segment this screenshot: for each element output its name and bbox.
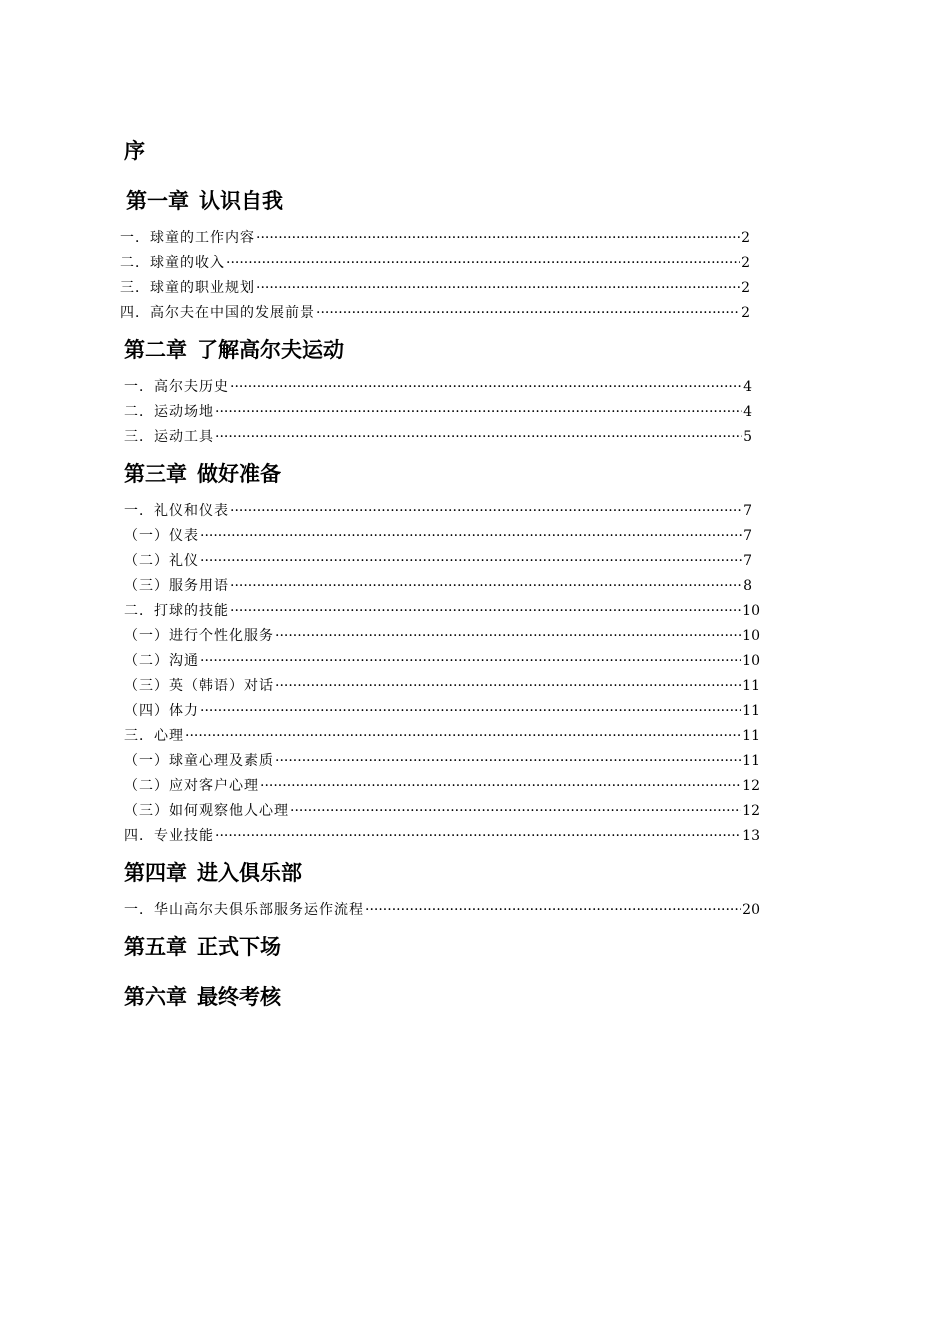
- toc-entry-page: 7: [743, 528, 752, 544]
- toc-entry-page: 4: [743, 404, 752, 420]
- chapter-heading-4: [124, 861, 302, 885]
- toc-entry-label: 三．运动工具: [124, 429, 214, 445]
- chapter-heading-3: [124, 462, 281, 486]
- toc-entry-label: 二．运动场地: [124, 404, 214, 420]
- toc-entry-page: 13: [742, 828, 760, 844]
- toc-entry-page: 5: [743, 429, 752, 445]
- toc-entry[interactable]: [124, 750, 760, 770]
- toc-entry[interactable]: [124, 775, 760, 795]
- leader-dots: [275, 752, 741, 770]
- chapter-number: 第三章: [124, 462, 187, 486]
- toc-entry[interactable]: [124, 426, 752, 446]
- chapter-heading-5: [124, 935, 281, 959]
- chapter-title: 最终考核: [197, 985, 281, 1009]
- toc-entry-page: 12: [742, 803, 760, 819]
- chapter-heading-6: [124, 985, 281, 1009]
- toc-entry[interactable]: [120, 227, 750, 247]
- chapter-number: 第六章: [124, 985, 187, 1009]
- toc-entry-label: （一）球童心理及素质: [124, 753, 274, 769]
- toc-entry[interactable]: [124, 675, 760, 695]
- toc-entry-page: 4: [743, 379, 752, 395]
- toc-entry-label: 四．高尔夫在中国的发展前景: [120, 305, 315, 321]
- toc-entry-label: 一．礼仪和仪表: [124, 503, 229, 519]
- toc-entry[interactable]: [124, 600, 760, 620]
- toc-entry-label: 三．心理: [124, 728, 184, 744]
- toc-entry[interactable]: [124, 500, 752, 520]
- toc-entry-page: 2: [741, 255, 750, 271]
- toc-entry-page: 2: [741, 280, 750, 296]
- chapter-heading-2: [124, 338, 344, 362]
- leader-dots: [256, 279, 740, 297]
- chapter-title: 正式下场: [197, 935, 281, 959]
- leader-dots: [215, 827, 741, 845]
- chapter-title: 做好准备: [197, 462, 281, 486]
- toc-entry[interactable]: [124, 525, 752, 545]
- toc-entry-label: 二．打球的技能: [124, 603, 229, 619]
- chapter-number: 第一章: [126, 189, 189, 213]
- toc-entry[interactable]: [124, 725, 760, 745]
- toc-entry[interactable]: [124, 650, 760, 670]
- chapter-title: 了解高尔夫运动: [197, 338, 344, 362]
- toc-entry-page: 2: [741, 230, 750, 246]
- toc-entry-label: （三）如何观察他人心理: [124, 803, 289, 819]
- leader-dots: [200, 702, 741, 720]
- toc-entry-label: 四．专业技能: [124, 828, 214, 844]
- leader-dots: [200, 552, 742, 570]
- chapter-heading-1: [126, 189, 283, 213]
- leader-dots: [185, 727, 741, 745]
- toc-entry[interactable]: [120, 252, 750, 272]
- toc-entry-page: 8: [743, 578, 752, 594]
- toc-entry[interactable]: [124, 550, 752, 570]
- leader-dots: [256, 229, 740, 247]
- leader-dots: [215, 403, 742, 421]
- toc-entry[interactable]: [124, 800, 760, 820]
- toc-entry[interactable]: [120, 302, 750, 322]
- toc-entry-label: （二）应对客户心理: [124, 778, 259, 794]
- toc-entry-label: 三．球童的职业规划: [120, 280, 255, 296]
- toc-entry-label: （三）英（韩语）对话: [124, 678, 274, 694]
- toc-entry-page: 12: [742, 778, 760, 794]
- toc-entry[interactable]: [124, 625, 760, 645]
- toc-entry-page: 10: [742, 628, 760, 644]
- leader-dots: [316, 304, 740, 322]
- leader-dots: [200, 527, 742, 545]
- toc-entry[interactable]: [124, 575, 752, 595]
- toc-entry-label: 一．华山高尔夫俱乐部服务运作流程: [124, 902, 364, 918]
- toc-entry-page: 11: [742, 753, 760, 769]
- chapter-number: 第四章: [124, 861, 187, 885]
- leader-dots: [226, 254, 740, 272]
- toc-entry-label: （二）礼仪: [124, 553, 199, 569]
- toc-entry-label: 二．球童的收入: [120, 255, 225, 271]
- toc-entry-label: （二）沟通: [124, 653, 199, 669]
- toc-entry-page: 11: [742, 728, 760, 744]
- toc-entry-page: 2: [741, 305, 750, 321]
- toc-entry-label: 一．球童的工作内容: [120, 230, 255, 246]
- chapter-number: 第二章: [124, 338, 187, 362]
- leader-dots: [230, 577, 742, 595]
- leader-dots: [275, 627, 741, 645]
- toc-entry[interactable]: [124, 700, 760, 720]
- toc-entry[interactable]: [124, 376, 752, 396]
- toc-entry-page: 7: [743, 553, 752, 569]
- toc-entry[interactable]: [124, 899, 760, 919]
- toc-entry-label: （三）服务用语: [124, 578, 229, 594]
- toc-entry-label: （一）进行个性化服务: [124, 628, 274, 644]
- toc-entry-page: 11: [742, 703, 760, 719]
- leader-dots: [275, 677, 741, 695]
- toc-entry-page: 11: [742, 678, 760, 694]
- chapter-title: 进入俱乐部: [197, 861, 302, 885]
- leader-dots: [215, 428, 742, 446]
- toc-entry-label: （四）体力: [124, 703, 199, 719]
- toc-entry-page: 10: [742, 653, 760, 669]
- chapter-number: 第五章: [124, 935, 187, 959]
- leader-dots: [230, 602, 741, 620]
- chapter-title: 认识自我: [199, 189, 283, 213]
- leader-dots: [230, 378, 742, 396]
- toc-entry-label: 一．高尔夫历史: [124, 379, 229, 395]
- leader-dots: [200, 652, 741, 670]
- leader-dots: [260, 777, 741, 795]
- toc-entry[interactable]: [124, 401, 752, 421]
- toc-entry-page: 20: [742, 902, 760, 918]
- leader-dots: [230, 502, 742, 520]
- leader-dots: [290, 802, 741, 820]
- toc-entry[interactable]: [120, 277, 750, 297]
- toc-entry[interactable]: [124, 825, 760, 845]
- preface-heading: 序: [124, 139, 145, 163]
- leader-dots: [365, 901, 741, 919]
- toc-entry-page: 7: [743, 503, 752, 519]
- toc-entry-label: （一）仪表: [124, 528, 199, 544]
- toc-entry-page: 10: [742, 603, 760, 619]
